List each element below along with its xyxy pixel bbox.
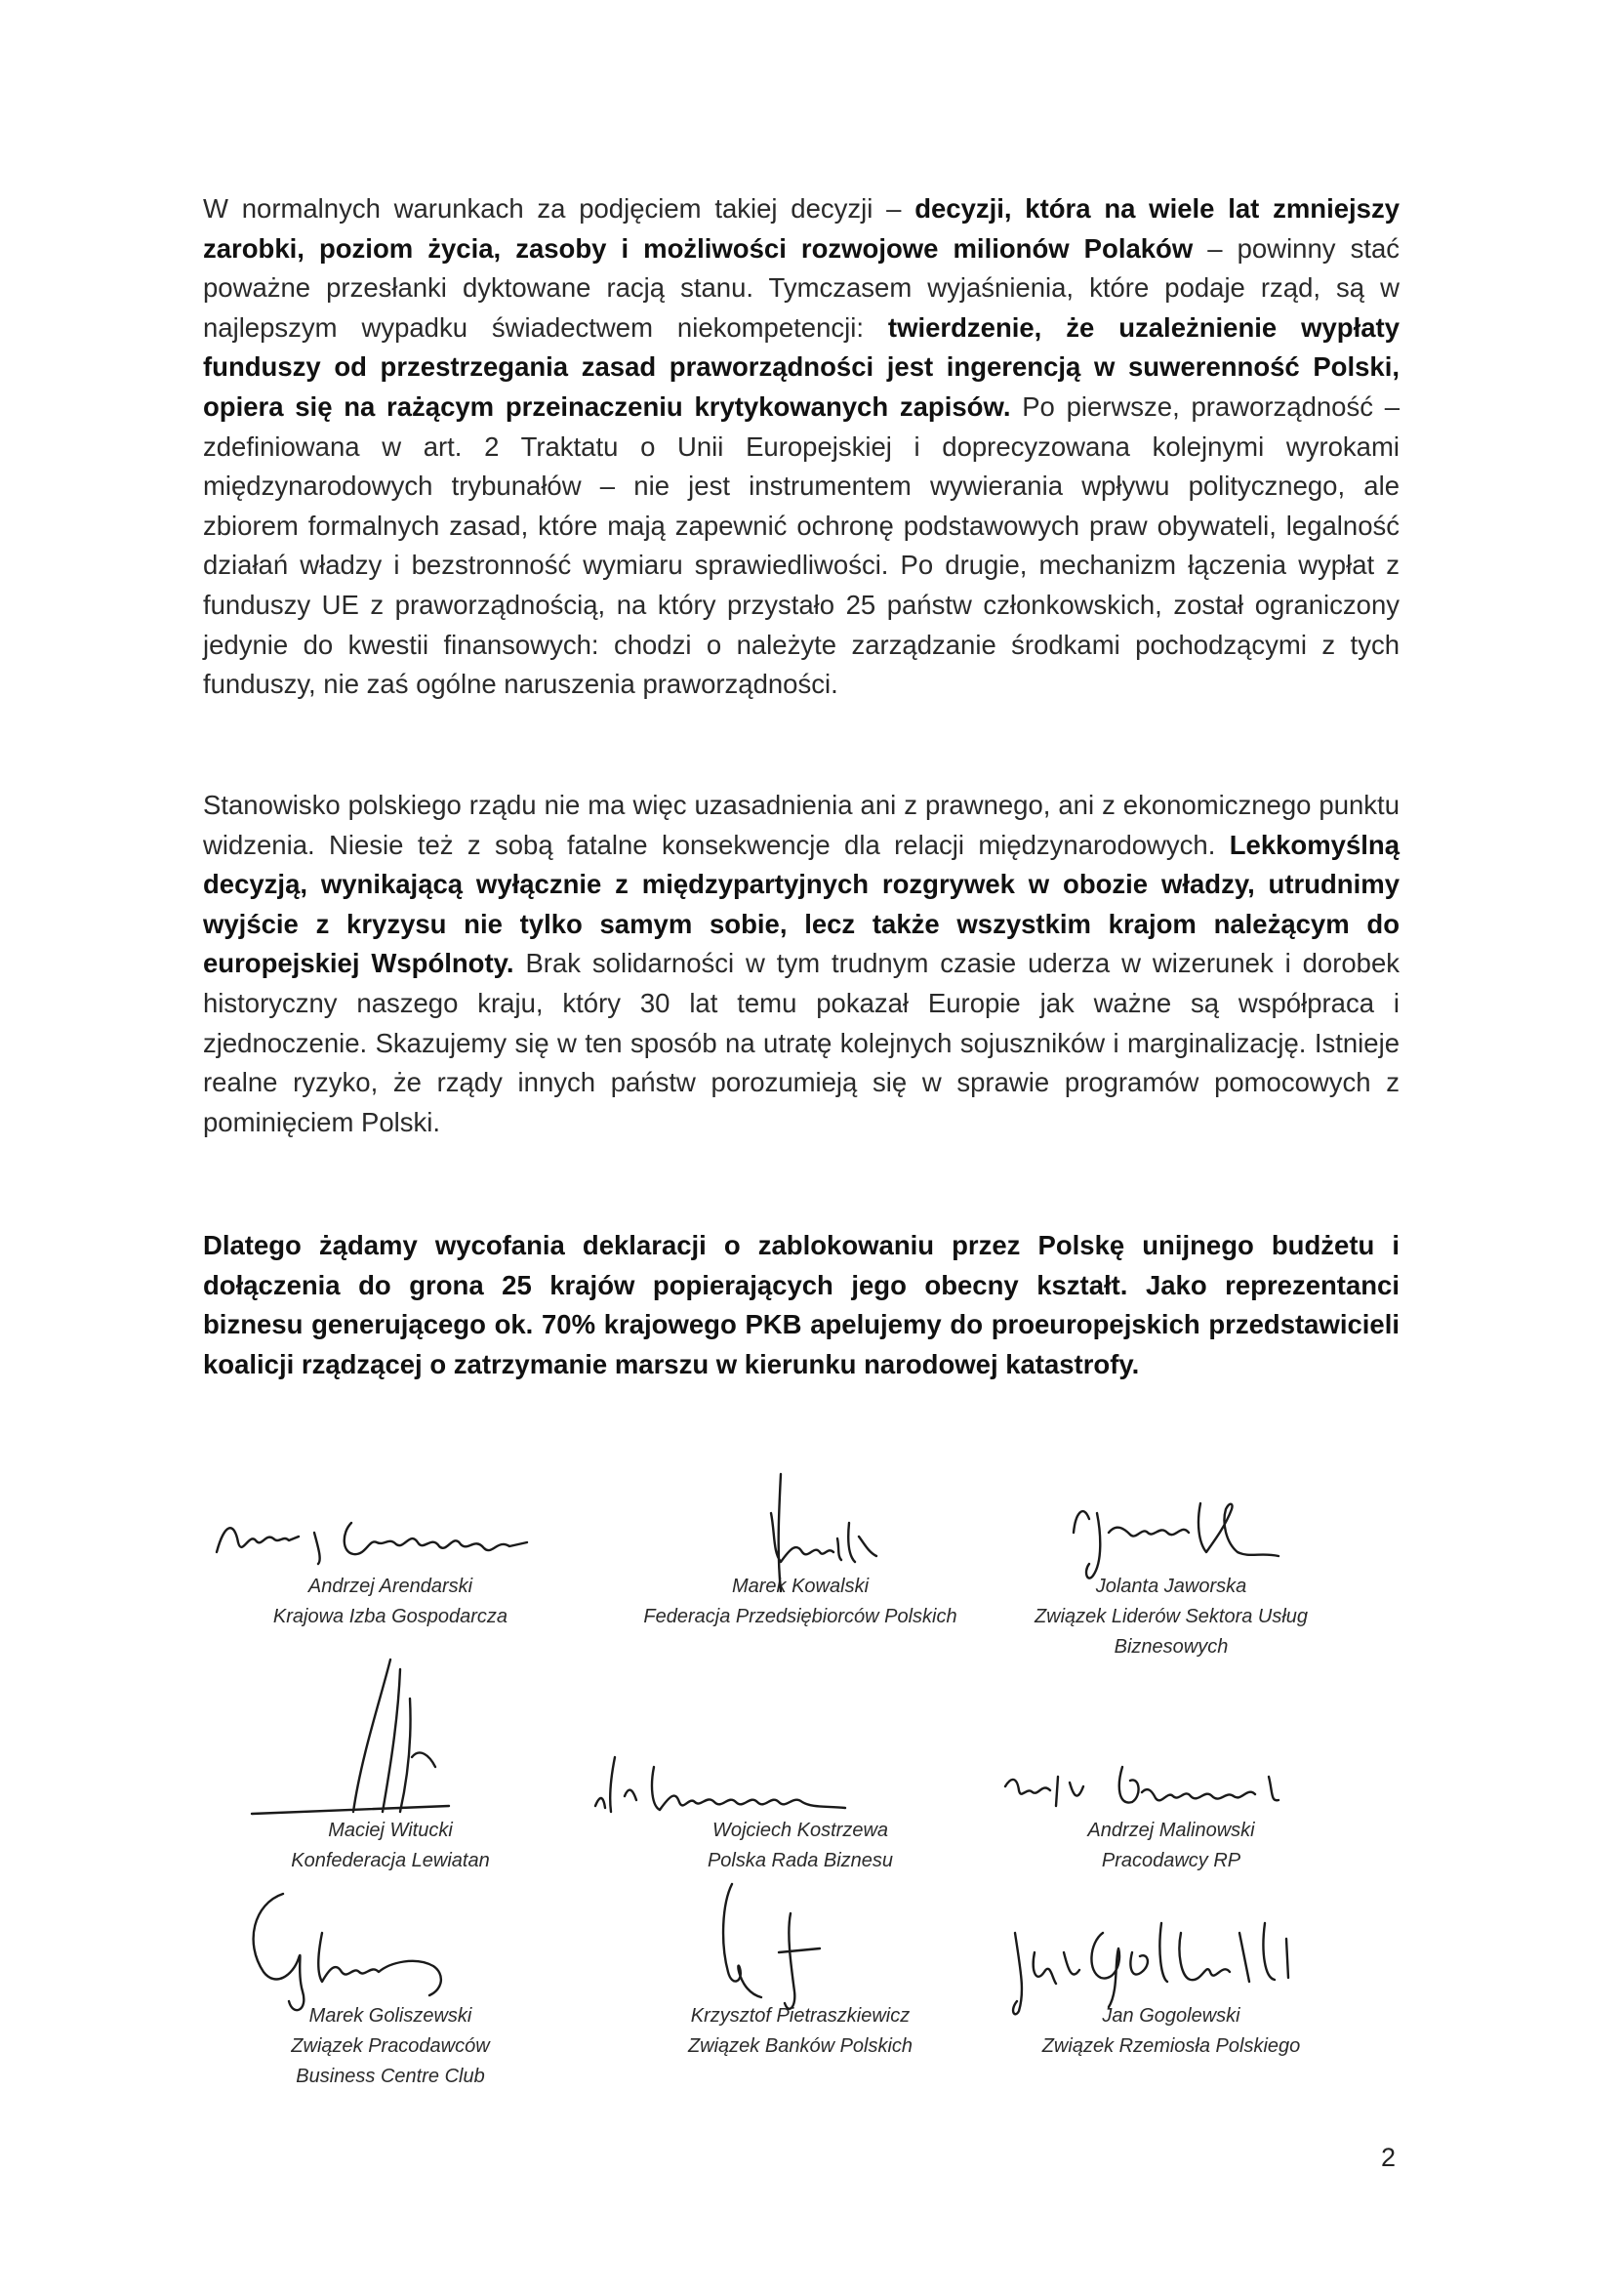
signatory-name: Andrzej Arendarski: [307, 1576, 473, 1597]
signatory-org: Krajowa Izba Gospodarcza: [272, 1606, 508, 1627]
handwritten-signature: [1054, 1474, 1308, 1581]
text-run: W normalnych warunkach za podjęciem takiej decyzji –: [203, 193, 915, 224]
signature-block: [234, 1816, 547, 1876]
signatory-name: Marek Kowalski: [731, 1576, 870, 1597]
body-paragraph-3-demand: [203, 1226, 1400, 1384]
signatory-org: Związek Banków Polskich: [687, 2035, 914, 2057]
signature-block: [605, 1572, 995, 1632]
signatory-name: Andrzej Malinowski: [1087, 1820, 1255, 1841]
bold-text-run: decyzji, która na wiele lat zmniejszy zarobki, poziom życia, zasoby i możliwości rozwojowe milionów Polaków: [203, 193, 1400, 264]
bold-text-run: Dlatego żądamy wycofania deklaracji o zablokowaniu przez Polskę unijnego budżetu i dołączenia do grona 25 krajów popierających jego obecny kształt. Jako reprezentanci biznesu generującego ok. 70% krajowego PKB apelujemy do proeuropejskich przedstawicieli koalicji rządzącej o zatrzymanie marszu w kierunku narodowej katastrofy.: [203, 1230, 1400, 1379]
signatory-org: Związek Liderów Sektora Usług: [1034, 1606, 1309, 1627]
handwritten-signature: [586, 1738, 917, 1835]
text-run: Brak solidarności w tym trudnym czasie uderza w wizerunek i dorobek historyczny naszego kraju, który 30 lat temu pokazał Europie jak ważne są współpraca i zjednoczenie. Skazujemy się w ten sposób na utratę kolejnych sojuszników i marginalizację. Istnieje realne ryzyko, że rządy innych państw porozumieją się w sprawie programów pomocowych z pominięciem Polski.: [203, 948, 1401, 1137]
signatory-name: Marek Goliszewski: [308, 2005, 472, 2027]
body-paragraph-2: [203, 786, 1400, 1142]
signature-block: [1015, 2001, 1327, 2062]
signatory-name: Krzysztof Pietraszkiewicz: [690, 2005, 911, 2027]
signatory-org-line2: Biznesowych: [1114, 1636, 1229, 1658]
signatory-name: Wojciech Kostrzewa: [711, 1820, 889, 1841]
signatory-name: Jolanta Jaworska: [1095, 1576, 1247, 1597]
signatory-org: Związek Rzemiosła Polskiego: [1041, 2035, 1301, 2057]
handwritten-signature: [244, 1640, 537, 1816]
signature-block: [234, 2001, 547, 2092]
text-run: Po pierwsze, praworządność – zdefiniowana w art. 2 Traktatu o Unii Europejskiej i doprecyzowana kolejnymi wyrokami międzynarodowych trybunałów – nie jest instrumentem wywierania wpływu politycznego, ale zbiorem formalnych zasad, które mają zapewnić ochronę podstawowych praw obywateli, legalność działań władzy i bezstronność wymiaru sprawiedliwości. Po drugie, mechanizm łączenia wypłat z funduszy UE z praworządnością, na który przystało 25 państw członkowskich, został ograniczony jedynie do kwestii finansowych: chodzi o należyte zarządzanie środkami pochodzącymi z tych funduszy, nie zaś ogólne naruszenia praworządności.: [203, 390, 1400, 700]
signatory-name: Jan Gogolewski: [1102, 2005, 1240, 2027]
signatory-org: Konfederacja Lewiatan: [291, 1850, 490, 1871]
handwritten-signature: [693, 1874, 888, 2021]
text-run: – powinny stać poważne przesłanki dyktowane racją stanu. Tymczasem wyjaśnienia, które podaje rząd, są w najlepszym wypadku świadectwem niekompetencji:: [203, 232, 1400, 343]
signature-block: [234, 1572, 547, 1632]
signature-block: [605, 1816, 995, 1876]
body-paragraph-1: [203, 189, 1400, 705]
signatory-org: Federacja Przedsiębiorców Polskich: [643, 1606, 957, 1627]
bold-text-run: Lekkomyślną decyzją, wynikającą wyłącznie z międzypartyjnych rozgrywek w obozie władzy, utrudnimy wyjście z kryzysu nie tylko samym sobie, lecz także wszystkim krajom należącym do europejskiej Wspólnoty.: [203, 829, 1400, 979]
signatory-name: Maciej Witucki: [328, 1820, 453, 1841]
signatory-org: Polska Rada Biznesu: [707, 1850, 894, 1871]
signatory-org-line2: Business Centre Club: [296, 2066, 485, 2087]
handwritten-signature: [712, 1455, 908, 1601]
handwritten-signature: [224, 1874, 537, 2021]
bold-text-run: twierdzenie, że uzależnienie wypłaty funduszy od przestrzegania zasad praworządności jest ingerencją w suwerenność Polski, opiera się na rażącym przeinaczeniu krytykowanych zapisów.: [203, 311, 1400, 422]
signature-block: [1015, 1816, 1327, 1876]
signatory-org: Pracodawcy RP: [1101, 1850, 1241, 1871]
signature-block: [605, 2001, 995, 2062]
handwritten-signature: [995, 1894, 1327, 2021]
handwritten-signature: [205, 1503, 625, 1572]
page-number: 2: [1381, 2143, 1397, 2172]
handwritten-signature: [995, 1747, 1327, 1825]
text-run: Stanowisko polskiego rządu nie ma więc uzasadnienia ani z prawnego, ani z ekonomicznego punktu widzenia. Niesie też z sobą fatalne konsekwencje dla relacji międzynarodowych.: [203, 790, 1400, 860]
signature-block: [1015, 1572, 1327, 1662]
signatory-org: Związek Pracodawców: [291, 2035, 490, 2057]
